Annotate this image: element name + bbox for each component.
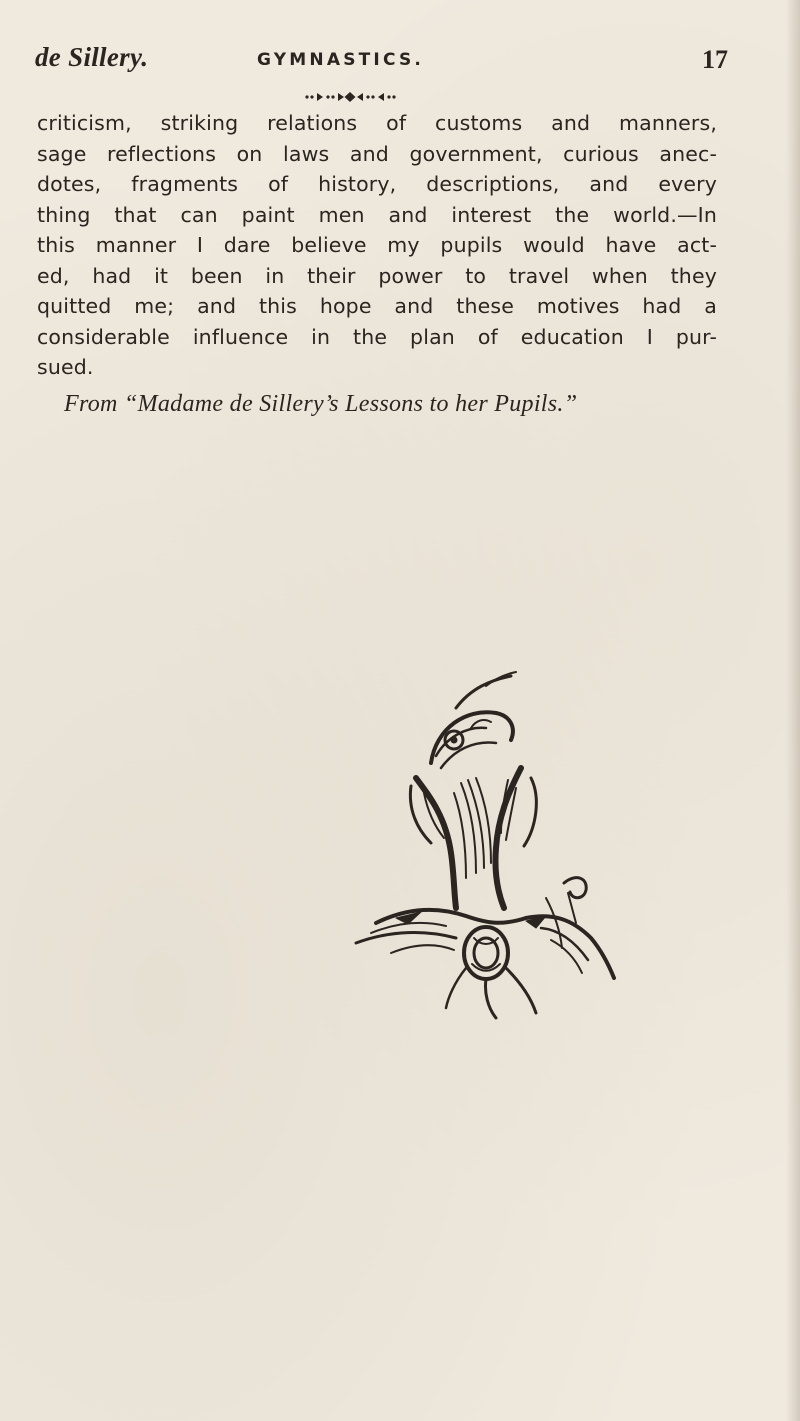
running-title-left: de Sillery.: [35, 42, 149, 72]
page-number: 17: [702, 45, 728, 74]
body-line: criticism, striking relations of customs and manners,: [37, 111, 717, 135]
body-line: dotes, fragments of history, descriptions, and every: [37, 172, 717, 196]
page-header: [35, 40, 728, 80]
body-line: thing that can paint men and interest the world.—In: [37, 202, 717, 227]
body-text: [37, 108, 717, 383]
body-line: sage reflections on laws and government, curious anec-: [37, 141, 717, 166]
page-gutter-shadow: [786, 0, 800, 1421]
body-line: considerable influence in the plan of education I pur-: [37, 324, 717, 349]
body-line: sued.: [37, 355, 94, 379]
body-line: ed, had it been in their power to travel when they: [37, 263, 717, 288]
source-attribution: From “Madame de Sillery’s Lessons to her Pupils.”: [64, 391, 578, 417]
running-title-center: GYMNASTICS.: [257, 50, 425, 70]
body-line: this manner I dare believe my pupils would have act-: [37, 233, 717, 257]
printer-ornament-rule-icon: [303, 90, 398, 104]
acanthus-scroll-vignette-icon: [336, 668, 618, 1028]
body-line: quitted me; and this hope and these motives had a: [37, 294, 717, 318]
